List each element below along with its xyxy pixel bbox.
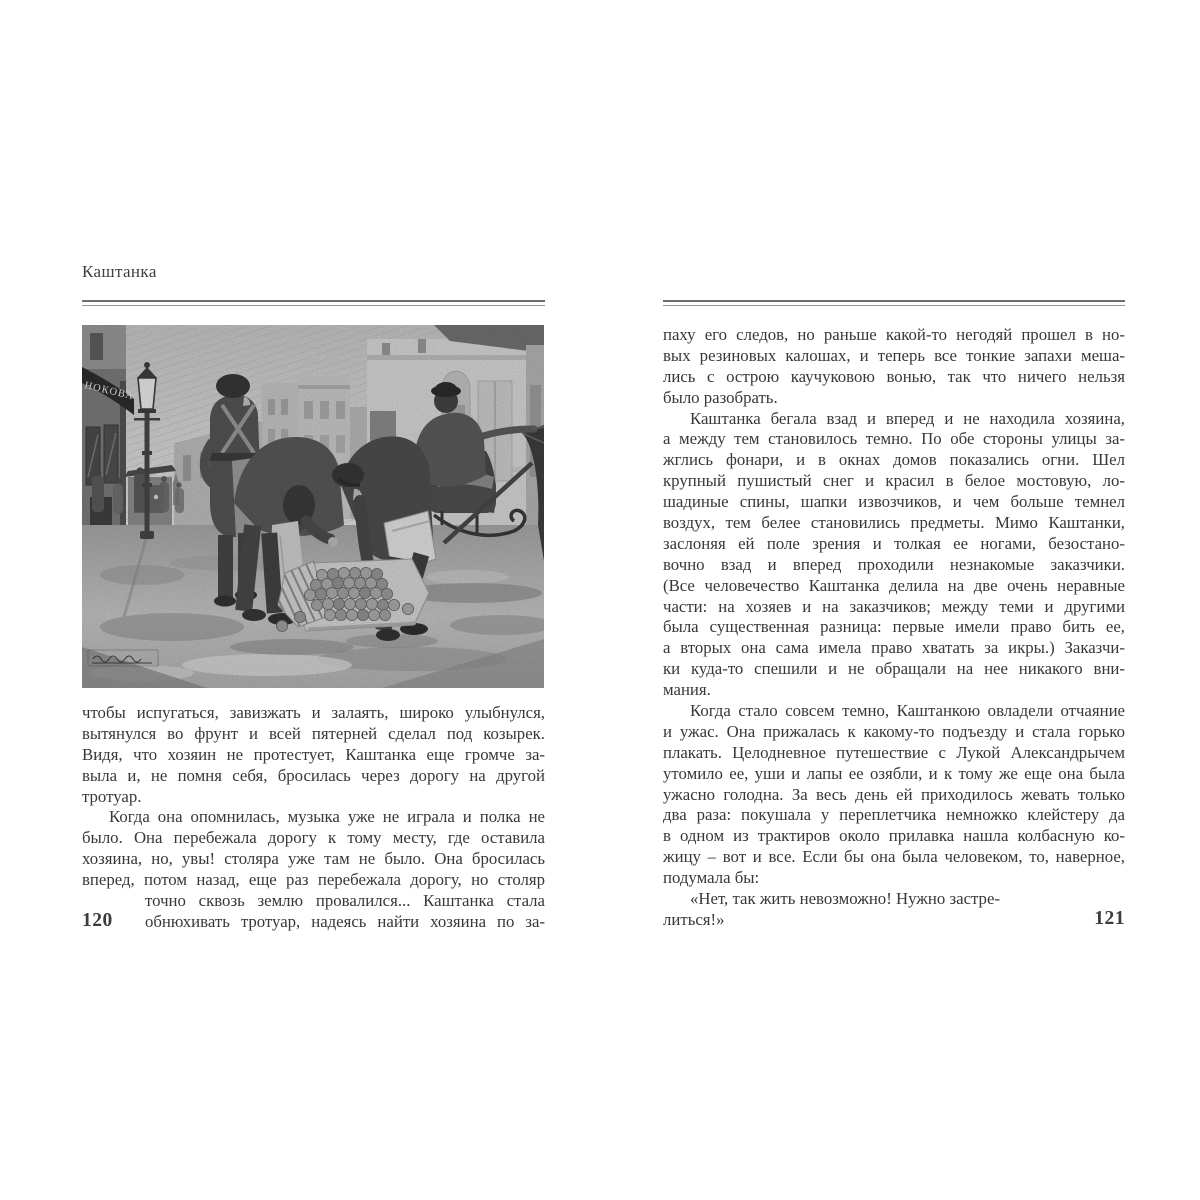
text-line: и ужас. Она прижалась к какому-то подъезду и стала горько (663, 721, 1125, 741)
text-line: мания. (663, 680, 711, 700)
text-line: (Все человечество Каштанка делила на две очень неравные (663, 575, 1125, 595)
text-line: вытянулся во фрунт и всей пятерней сделал под козырек. (82, 723, 545, 743)
text-line: Когда стало совсем темно, Каштанкою овладели отчаяние (690, 701, 1125, 721)
text-line: ужасно голодна. За весь день ей приходилось жевать только (663, 784, 1125, 804)
shop-sign-text: НОКОВА (83, 380, 136, 403)
page-number: 120 (82, 909, 113, 931)
text-line: чтобы испугаться, завизжать и залаять, широко улыбнулся, (82, 703, 545, 722)
text-line: Когда она опомнилась, музыка уже не играла и полка не (109, 807, 545, 827)
text-line: вперед, потом назад, еще раз перебежала дорогу, но столяр (82, 870, 545, 890)
text-line: точно сквозь землю провалился... Каштанка стала (145, 891, 545, 911)
text-line: шадиные спины, шапки извозчиков, и чем больше темнел (663, 492, 1125, 512)
text-line: было разобрать. (663, 387, 778, 407)
right-page-text (663, 325, 1125, 931)
text-line: воздух, тем белее становились предметы. Мимо Каштанки, (663, 513, 1125, 533)
text-line: подумала бы: (663, 868, 760, 888)
left-page-text (82, 703, 545, 933)
text-line: выла и, не помня себя, бросилась через дорогу на другой (82, 765, 545, 785)
text-line: ки куда-то спешили и не обращали на нее никакого вни- (663, 659, 1125, 679)
text-line: «Нет, так жить невозможно! Нужно застре- (690, 889, 1000, 909)
text-line: хозяина, но, увы! столяра уже там не было. Она бросилась (82, 849, 545, 869)
grain-overlay (82, 325, 544, 688)
text-line: вочно взад и вперед проходили незнакомые заказчики. (663, 554, 1125, 574)
text-line: два раза: покушала у переплетчика немножко клейстеру да (663, 805, 1125, 825)
header-rule (663, 300, 1125, 306)
page-number: 121 (1094, 907, 1125, 929)
text-line: жглись фонари, и в окнах домов показались огни. Шел (663, 450, 1125, 470)
text-line: а между тем становилось темно. По обе стороны улицы за- (663, 429, 1125, 449)
text-line: была существенная разница: первые имели право бить ее, (663, 617, 1125, 637)
text-line: паху его следов, но раньше какой-то негодяй прошел в но- (663, 325, 1125, 344)
text-line: тротуар. (82, 786, 142, 806)
text-line: в одном из трактиров около прилавка нашла колбасную ко- (663, 826, 1125, 846)
text-line: части: на хозяев и на заказчиков; между теми и другими (663, 596, 1125, 616)
text-line: а вторых она сама имела право хватать за икры.) Заказчи- (663, 638, 1125, 658)
text-line: обнюхивать тротуар, надеясь найти хозяина по за- (145, 911, 545, 931)
text-line: вых резиновых калошах, и теперь все тонкие запахи меша- (663, 345, 1125, 365)
text-line: Каштанка бегала взад и вперед и не находила хозяина, (690, 408, 1125, 428)
text-line: заслоняя ей поле зрения и толкая ее ногами, безостано- (663, 533, 1125, 553)
text-line: крупный пушистый снег и красил в белое мостовую, ло- (663, 471, 1125, 491)
text-line: Видя, что хозяин не протестует, Каштанка еще громче за- (82, 744, 545, 764)
text-line: плакать. Целодневное путешествие с Лукой Александрычем (663, 742, 1125, 762)
text-line: литься!» (663, 909, 725, 929)
text-line: было. Она перебежала дорогу к тому месту, где оставила (82, 828, 545, 848)
header-rule (82, 300, 545, 306)
street-scene-illustration (82, 325, 544, 688)
text-line: лись с острою каучуковою вонью, так что ничего нельзя (663, 366, 1125, 386)
text-line: утомило ее, уши и лапы ее озябли, и к тому же еще она была (663, 763, 1125, 783)
page-number-wrap (663, 889, 1125, 931)
text-line: жицу – вот и все. Если бы она была человеком, то, наверное, (663, 847, 1125, 867)
running-head: Каштанка (82, 262, 157, 281)
page-number-wrap (82, 891, 545, 933)
